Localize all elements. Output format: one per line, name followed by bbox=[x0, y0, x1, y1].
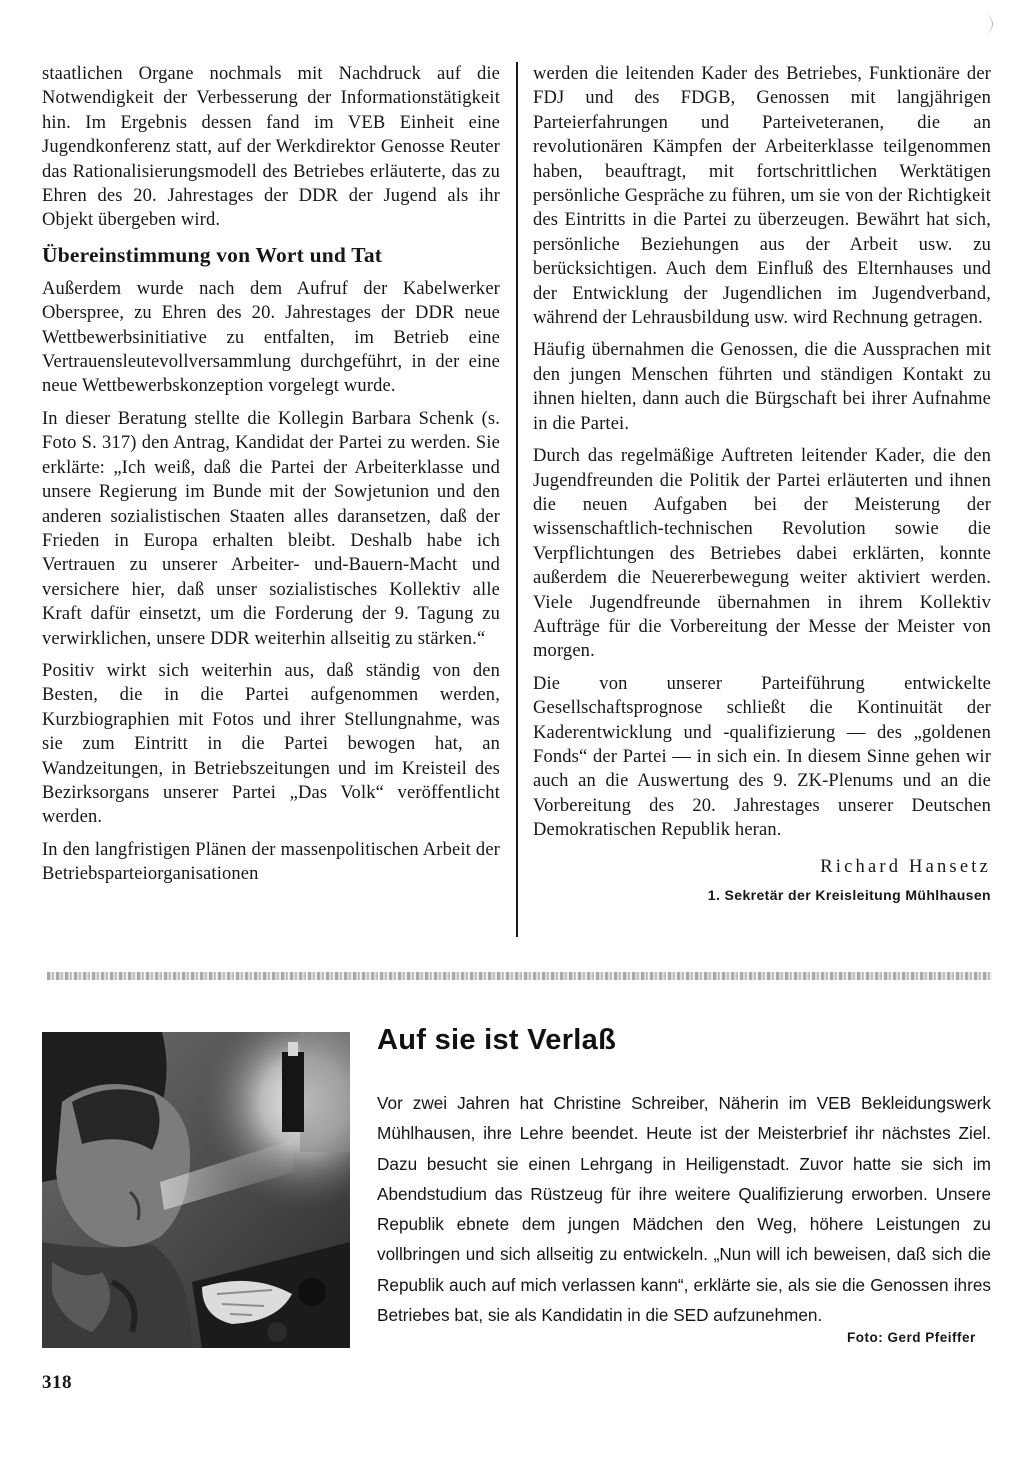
right-column bbox=[533, 62, 991, 915]
margin-mark bbox=[980, 14, 993, 34]
paragraph: Häufig übernahmen die Genossen, die die Aussprachen mit den jungen Menschen führten und ständigen Kontakt zu ihnen hielten, dann auch die Bürgschaft bei ihrer Aufnahme in die Partei. bbox=[533, 340, 991, 434]
column-rule bbox=[516, 62, 518, 937]
paragraph: staatlichen Organe nochmals mit Nachdruck auf die Notwendigkeit der Verbesserung der Informationstätigkeit hin. Im Ergebnis dessen fand im VEB Einheit eine Jugendkonferenz statt, auf der Werkdirektor Genosse Reuter das Rationalisierungsmodell des Betriebes erläuterte, das zu Ehren des 20. Jahrestages der DDR der Jugend als ihr Objekt übergeben wird. bbox=[42, 64, 500, 231]
paragraph: Positiv wirkt sich weiterhin aus, daß ständig von den Besten, die in die Partei aufgenommen werden, Kurzbiographien mit Fotos und ihrer Stellungnahme, was sie zum Eintritt in die Partei bewogen hat, an Wandzeitungen, in Betriebszeitungen und im Kreisteil des Bezirksorgans unserer Partei „Das Volk“ veröffentlicht werden. bbox=[42, 660, 500, 828]
signature-block bbox=[533, 851, 991, 915]
paragraph: Die von unserer Parteiführung entwickelte Gesellschaftsprognose schließt die Kontinuität der Kaderentwicklung und -qualifizierung — des „goldenen Fonds“ der Partei — in sich ein. In diesem Sinne gehen wir auch an die Auswertung des 9. ZK-Plenums und an die Vorbereitung des 20. Jahrestages unserer Deutschen Demokratischen Republik heran. bbox=[533, 673, 991, 841]
author-role: 1. Sekretär der Kreisleitung Mühlhausen bbox=[707, 886, 991, 903]
portrait-photo bbox=[42, 1032, 350, 1348]
paragraph: Außerdem wurde nach dem Aufruf der Kabelwerker Oberspree, zu Ehren des 20. Jahrestages der DDR neue Wettbewerbsinitiative zu entfalten, im Betrieb eine Vertrauensleutevollversammlung durchgeführt, in der eine neue Wettbewerbskonzeption vorgelegt wurde. bbox=[42, 278, 500, 397]
section-divider bbox=[47, 972, 992, 980]
box-title: Auf sie ist Verlaß bbox=[377, 1024, 617, 1056]
paragraph: In den langfristigen Plänen der massenpolitischen Arbeit der Betriebsparteiorganisationen bbox=[42, 839, 500, 885]
photo-credit: Foto: Gerd Pfeiffer bbox=[847, 1330, 976, 1345]
author-name: Richard Hansetz bbox=[820, 856, 991, 877]
paragraph: In dieser Beratung stellte die Kollegin Barbara Schenk (s. Foto S. 317) den Antrag, Kandidat der Partei zu werden. Sie erklärte: „Ich weiß, daß die Partei der Arbeiterklasse und unsere Regierung im Bunde mit der Sowjetunion und den anderen sozialistischen Staaten alles daransetzen, daß der Frieden in Europa erhalten bleibt. Deshalb habe ich Vertrauen zu unserer Arbeiter- und-Bauern-Macht und versichere hier, daß unser sozialistisches Kollektiv alle Kraft dafür einsetzt, um die Forderung der 9. Tagung zu verwirklichen, unsere DDR weiterhin allseitig zu stärken.“ bbox=[42, 408, 500, 649]
paragraph: werden die leitenden Kader des Betriebes, Funktionäre der FDJ und des FDGB, Genossen mit langjährigen Parteierfahrungen und Parteiveteranen, die an revolutionären Kämpfen der Arbeiterklasse teilgenommen haben, beauftragt, mit fortschrittlichen Werktätigen persönliche Gespräche zu führen, um sie von der Richtigkeit des Eintritts in die Partei zu überzeugen. Bewährt hat sich, persönliche Beziehungen aus der Arbeit usw. zu berücksichtigen. Auch dem Einfluß des Elternhauses und der Entwicklung der Jugendlichen im Jugendverband, während der Lehrausbildung usw. wird Rechnung getragen. bbox=[533, 64, 991, 329]
paragraph: Durch das regelmäßige Auftreten leitender Kader, die den Jugendfreunden die Politik der Partei erläuterten und ihnen die neuen Aufgaben bei der Meisterung der wissenschaftlich-technischen Revolution sowie die Verpflichtungen des Betriebes dabei erklärten, konnte außerdem die Neuererbewegung weiter aktiviert werden. Viele Jugendfreunde übernahmen in ihrem Kollektiv Aufträge für die Vorbereitung der Messe der Meister von morgen. bbox=[533, 446, 991, 662]
section-heading: Übereinstimmung von Wort und Tat bbox=[42, 242, 383, 267]
box-text: Vor zwei Jahren hat Christine Schreiber, Näherin im VEB Bekleidungswerk Mühlhausen, ihre Lehre beendet. Heute ist der Meisterbrief ihr nächstes Ziel. Dazu besucht sie einen Lehrgang in Heiligenstadt. Zuvor hatte sie sich im Abendstudium das Rüstzeug für ihre weitere Qualifizierung erworben. Unsere Republik ebnete dem jungen Mädchen den Weg, höhere Leistungen zu vollbringen und sich allseitig zu entwickeln. „Nun will ich beweisen, daß sich die Republik auch auf mich verlassen kann“, erklärte sie, als sie die Genossen ihres Betriebes bat, sie als Kandidatin in die SED aufzunehmen. bbox=[377, 1093, 991, 1326]
page-number: 318 bbox=[42, 1372, 72, 1393]
left-column bbox=[42, 62, 500, 895]
